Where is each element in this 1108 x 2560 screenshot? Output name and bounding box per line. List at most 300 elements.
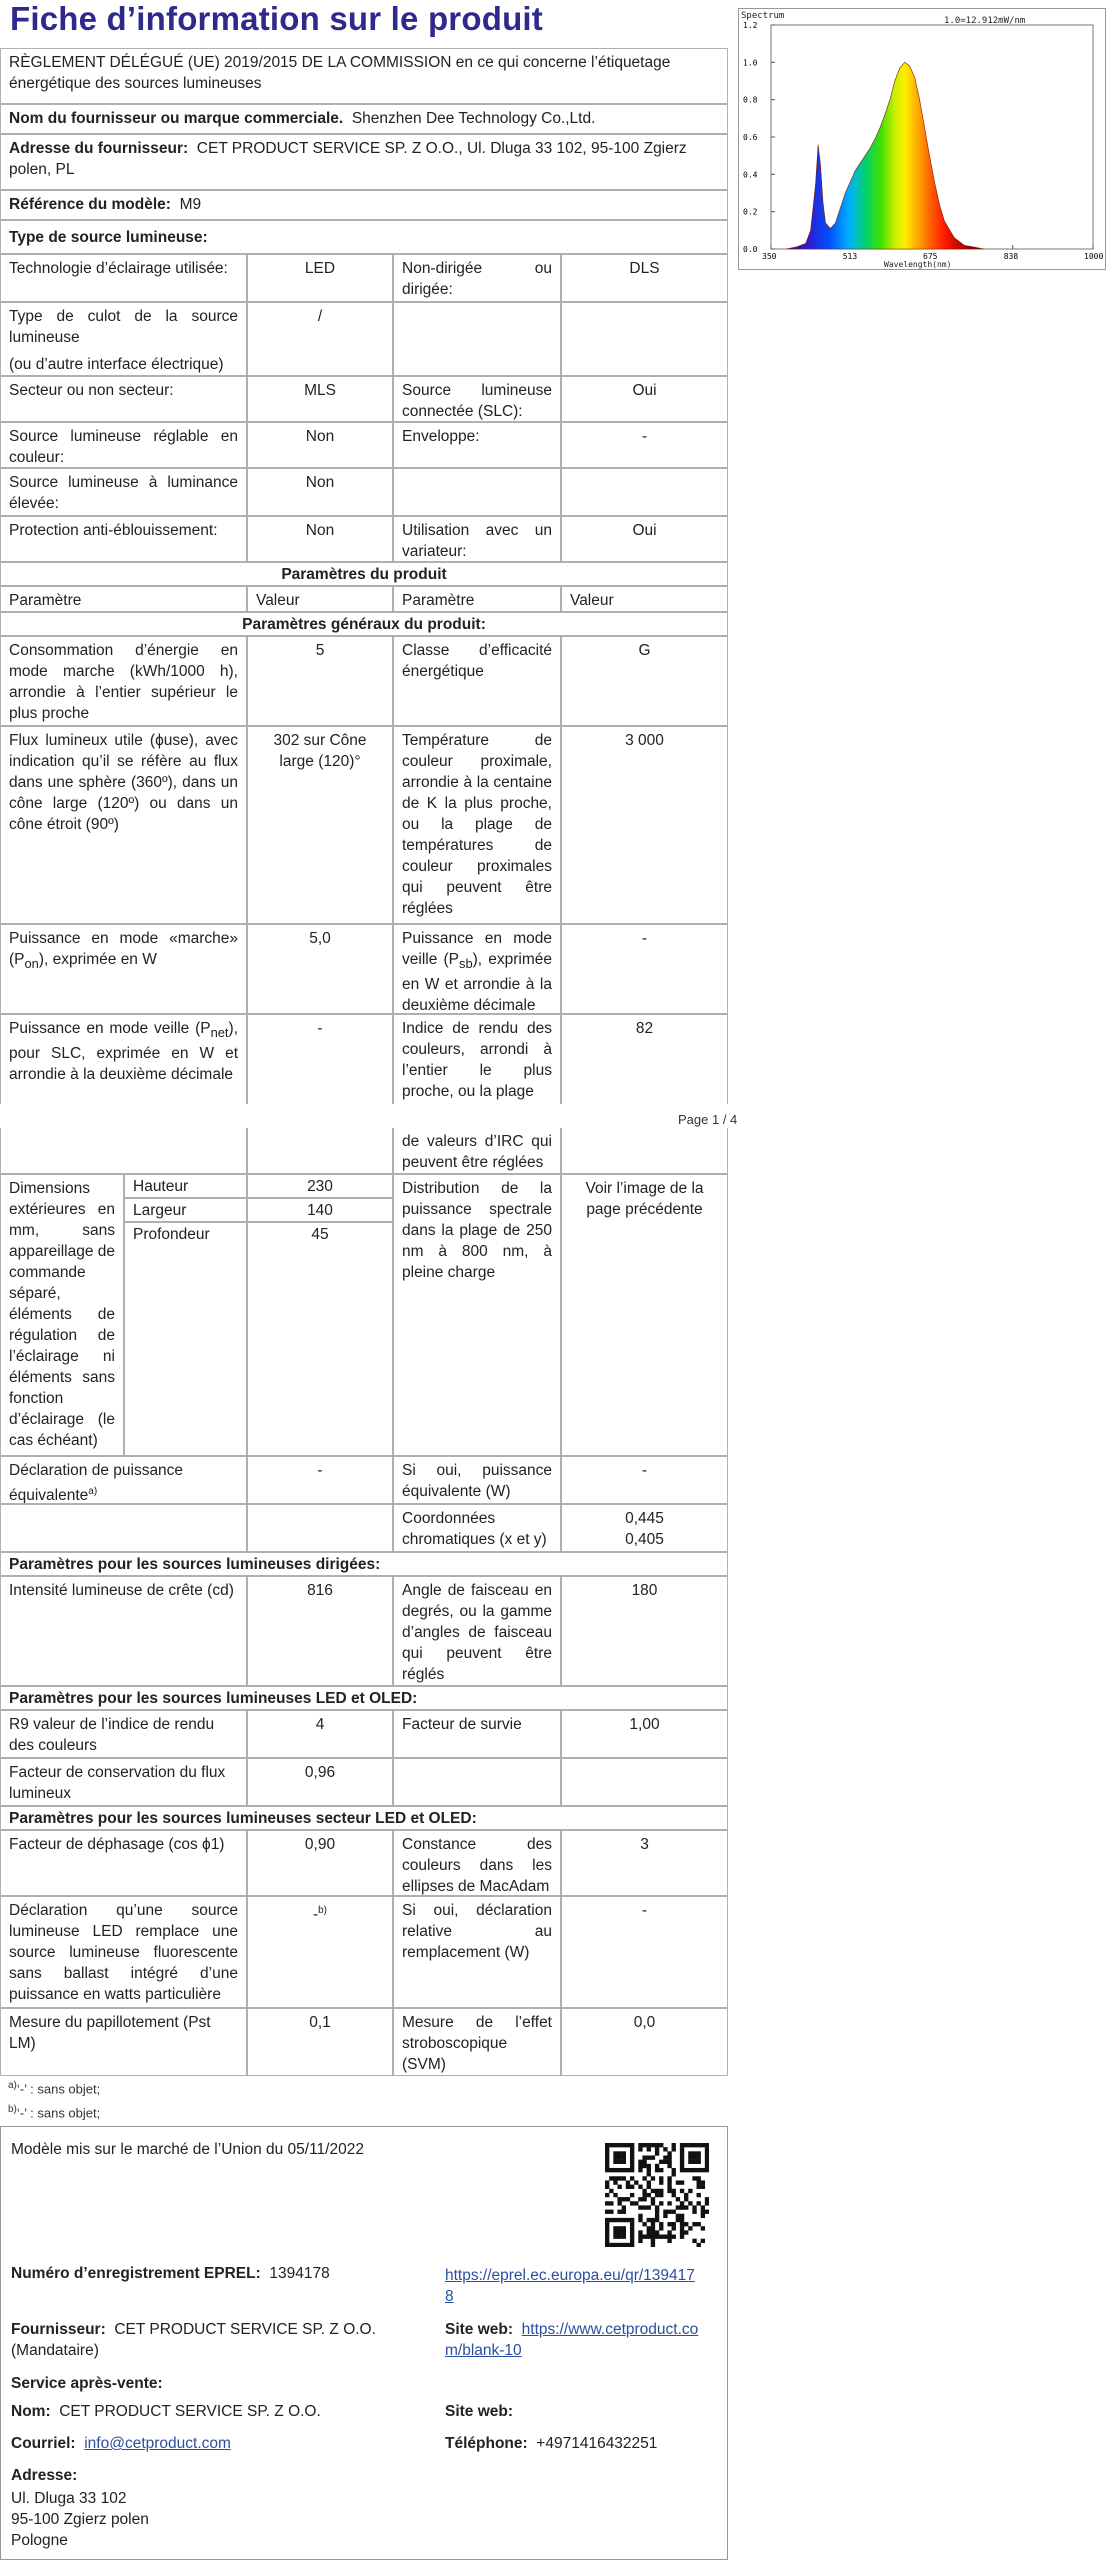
address-line-3: Pologne xyxy=(11,2532,68,2549)
qr-module xyxy=(655,2210,659,2214)
qr-module xyxy=(630,2185,634,2189)
qr-module xyxy=(651,2143,655,2147)
replacement-label: Déclaration qu’une source lumineuse LED remplace une source lumineuse fluorescente sans ballast intégré d’une puissance en watts particulière xyxy=(0,1896,247,2008)
qr-module xyxy=(626,2197,630,2201)
qr-module xyxy=(688,2168,692,2172)
qr-module xyxy=(642,2155,646,2159)
qr-module xyxy=(659,2180,663,2184)
source-row-5-label xyxy=(0,516,247,562)
luminous-flux-label: Flux lumineux utile (ϕuse), avec indication qu’il se réfère au flux dans une sphère (360º), dans un cône large (120º) ou dans un cône étroit (90º) xyxy=(0,726,247,924)
qr-module xyxy=(667,2164,671,2168)
cont-empty-2 xyxy=(247,1128,393,1174)
qr-module xyxy=(630,2230,634,2234)
qr-module xyxy=(705,2210,709,2214)
r9-label: R9 valeur de l’indice de rendu des couleurs xyxy=(0,1710,247,1758)
qr-module xyxy=(622,2155,626,2159)
aftersales-name-label: Nom: xyxy=(11,2403,51,2420)
qr-module xyxy=(622,2160,626,2164)
qr-module xyxy=(688,2189,692,2193)
qr-module xyxy=(605,2201,609,2205)
qr-module xyxy=(642,2189,646,2193)
qr-module xyxy=(622,2243,626,2247)
qr-module xyxy=(697,2176,701,2180)
qr-module xyxy=(613,2218,617,2222)
qr-module xyxy=(647,2235,651,2239)
qr-module xyxy=(622,2218,626,2222)
phase-factor-value: 0,90 xyxy=(247,1830,393,1896)
qr-module xyxy=(692,2151,696,2155)
qr-module xyxy=(667,2176,671,2180)
source-row-1-value-text: / xyxy=(317,308,323,325)
qr-module xyxy=(684,2143,688,2147)
qr-module xyxy=(605,2143,609,2147)
aftersales-heading: Service après-vente: xyxy=(11,2375,163,2392)
source-row-5-value xyxy=(247,516,393,562)
networked-standby-value: - xyxy=(247,1014,393,1104)
qr-module xyxy=(622,2205,626,2209)
qr-module xyxy=(647,2164,651,2168)
qr-module xyxy=(630,2164,634,2168)
qr-module xyxy=(617,2185,621,2189)
source-row-5-value-2 xyxy=(561,516,728,562)
qr-module xyxy=(651,2239,655,2243)
survival-value: 1,00 xyxy=(561,1710,728,1758)
qr-module xyxy=(692,2176,696,2180)
qr-module xyxy=(613,2180,617,2184)
standby-power-label xyxy=(393,924,561,1014)
col-header-value-2: Valeur xyxy=(561,586,728,612)
standby-power-value: - xyxy=(561,924,728,1014)
cri-value: 82 xyxy=(561,1014,728,1104)
source-row-1-label-2 xyxy=(393,302,561,376)
source-row-4-label xyxy=(0,468,247,516)
cri-label-continued: de valeurs d’IRC qui peuvent être réglées xyxy=(393,1128,561,1174)
qr-module xyxy=(659,2226,663,2230)
qr-module xyxy=(638,2239,642,2243)
qr-module xyxy=(672,2235,676,2239)
source-row-3-label-2 xyxy=(393,422,561,468)
qr-module xyxy=(672,2193,676,2197)
qr-module xyxy=(617,2230,621,2234)
qr-module xyxy=(613,2151,617,2155)
qr-module xyxy=(617,2155,621,2159)
qr-module xyxy=(684,2222,688,2226)
eprel-label: Numéro d’enregistrement EPREL: xyxy=(11,2265,261,2282)
chroma-y-value: 0,405 xyxy=(625,1531,664,1548)
cont-empty-1 xyxy=(0,1128,247,1174)
model-value: M9 xyxy=(179,196,202,213)
qr-module xyxy=(630,2176,634,2180)
qr-module xyxy=(605,2222,609,2226)
cont-empty-3 xyxy=(561,1128,728,1174)
qr-module xyxy=(651,2155,655,2159)
x-tick-label: 513 xyxy=(842,252,858,261)
qr-module xyxy=(622,2210,626,2214)
general-params-heading: Paramètres généraux du produit: xyxy=(0,612,728,636)
qr-module xyxy=(630,2143,634,2147)
led-heading: Paramètres pour les sources lumineuses LED et OLED: xyxy=(0,1686,728,1710)
qr-module xyxy=(680,2235,684,2239)
qr-module xyxy=(701,2180,705,2184)
directed-heading: Paramètres pour les sources lumineuses dirigées: xyxy=(0,1552,728,1576)
qr-module xyxy=(676,2205,680,2209)
qr-module xyxy=(605,2230,609,2234)
qr-module xyxy=(659,2193,663,2197)
qr-module xyxy=(655,2193,659,2197)
qr-module xyxy=(609,2243,613,2247)
y-tick-label: 1.2 xyxy=(743,21,758,30)
qr-module xyxy=(626,2243,630,2247)
efficiency-class-value: G xyxy=(561,636,728,726)
equiv-power-text: Déclaration de puissance équivalente xyxy=(9,1462,184,1504)
y-tick-label: 0.0 xyxy=(743,245,758,254)
qr-module xyxy=(617,2143,621,2147)
replacement-watt-value: - xyxy=(561,1896,728,2008)
qr-module xyxy=(672,2172,676,2176)
qr-module xyxy=(688,2160,692,2164)
qr-module xyxy=(680,2164,684,2168)
regulation-label: RÈGLEMENT DÉLÉGUÉ (UE) 2019/2015 DE LA COMMISSION en ce qui concerne l’étiquetage énergétique des sources lumineuses xyxy=(9,54,671,92)
qr-module xyxy=(697,2201,701,2205)
qr-module xyxy=(672,2210,676,2214)
qr-module xyxy=(655,2189,659,2193)
qr-module xyxy=(613,2168,617,2172)
qr-module xyxy=(638,2164,642,2168)
dimensions-label: Dimensions extérieures en mm, sans appareillage de commande séparé, éléments de régulation de l’éclairage ni éléments sans fonction d’éclairage (le cas échéant) xyxy=(0,1174,124,1456)
footnote-a-mark: a) xyxy=(8,2080,17,2091)
qr-module xyxy=(692,2239,696,2243)
qr-module xyxy=(638,2160,642,2164)
qr-module xyxy=(605,2218,609,2222)
qr-module xyxy=(605,2210,609,2214)
x-tick-label: 1000 xyxy=(1084,252,1104,261)
qr-module xyxy=(613,2226,617,2230)
qr-module xyxy=(634,2180,638,2184)
qr-module xyxy=(642,2160,646,2164)
spectrum-chart-frame xyxy=(738,8,1106,270)
efficiency-class-label: Classe d’efficacité énergétique xyxy=(393,636,561,726)
qr-module xyxy=(680,2222,684,2226)
qr-module xyxy=(697,2180,701,2184)
qr-module xyxy=(617,2235,621,2239)
qr-module xyxy=(659,2235,663,2239)
aftersales-address-label: Adresse: xyxy=(11,2467,78,2484)
aftersales-mail-row xyxy=(11,2435,231,2453)
qr-module xyxy=(697,2168,701,2172)
qr-module xyxy=(697,2222,701,2226)
source-row-1-value-2 xyxy=(561,302,728,376)
replacement-sup: b) xyxy=(318,1905,328,1916)
qr-module xyxy=(647,2168,651,2172)
source-row-2-label-text: Secteur ou non secteur: xyxy=(9,382,174,399)
qr-module xyxy=(697,2185,701,2189)
source-row-4-value-2 xyxy=(561,468,728,516)
source-row-3-value xyxy=(247,422,393,468)
qr-module xyxy=(663,2160,667,2164)
qr-module xyxy=(680,2151,684,2155)
qr-module xyxy=(680,2218,684,2222)
qr-module xyxy=(609,2143,613,2147)
qr-module xyxy=(705,2197,709,2201)
qr-module xyxy=(651,2197,655,2201)
source-row-3-label-2-text: Enveloppe: xyxy=(402,428,480,445)
source-row-1-value xyxy=(247,302,393,376)
qr-module xyxy=(651,2226,655,2230)
aftersales-mail-link[interactable]: info@cetproduct.com xyxy=(84,2435,231,2452)
qr-module xyxy=(609,2201,613,2205)
qr-module xyxy=(701,2226,705,2230)
aftersales-phone-row xyxy=(445,2435,657,2453)
qr-module xyxy=(667,2201,671,2205)
qr-module xyxy=(676,2180,680,2184)
chroma-empty-2 xyxy=(247,1504,393,1552)
qr-module xyxy=(680,2205,684,2209)
aftersales-name-row xyxy=(11,2403,321,2421)
qr-module xyxy=(647,2147,651,2151)
qr-module xyxy=(684,2193,688,2197)
qr-module xyxy=(667,2180,671,2184)
source-row-3-value-2-text: - xyxy=(641,428,648,445)
macadam-label: Constance des couleurs dans les ellipses de MacAdam xyxy=(393,1830,561,1896)
dim-width-value: 140 xyxy=(247,1198,393,1222)
source-row-1-label xyxy=(0,302,247,376)
qr-module xyxy=(609,2218,613,2222)
footnote-a xyxy=(8,2080,100,2096)
macadam-value: 3 xyxy=(561,1830,728,1896)
qr-module xyxy=(705,2147,709,2151)
qr-module xyxy=(680,2226,684,2230)
qr-module xyxy=(655,2164,659,2168)
eprel-row xyxy=(11,2265,330,2283)
source-row-2-label-2-text: Source lumineuse connectée (SLC): xyxy=(402,382,552,420)
source-row-5-label-2-text: Utilisation avec un variateur: xyxy=(402,522,552,560)
aftersales-mail-label: Courriel: xyxy=(11,2435,76,2452)
phase-factor-label: Facteur de déphasage (cos ϕ1) xyxy=(0,1830,247,1896)
source-row-5-value-2-text: Oui xyxy=(632,522,657,539)
source-row-3-value-2 xyxy=(561,422,728,468)
qr-module xyxy=(667,2151,671,2155)
qr-module xyxy=(630,2239,634,2243)
on-mode-power-value: 5,0 xyxy=(247,924,393,1014)
address-line-2: 95-100 Zgierz polen xyxy=(11,2511,149,2528)
qr-module xyxy=(617,2197,621,2201)
qr-module xyxy=(705,2164,709,2168)
qr-module xyxy=(642,2235,646,2239)
qr-module xyxy=(688,2143,692,2147)
source-row-5-label-2 xyxy=(393,516,561,562)
qr-module xyxy=(684,2197,688,2201)
y-tick-label: 0.6 xyxy=(743,133,758,142)
page-title: Fiche d’information sur le produit xyxy=(10,0,543,37)
x-tick-label: 350 xyxy=(762,252,777,261)
qr-module xyxy=(659,2168,663,2172)
qr-module xyxy=(697,2160,701,2164)
color-temperature-value: 3 000 xyxy=(561,726,728,924)
chart-title: Spectrum xyxy=(741,11,785,21)
qr-module xyxy=(655,2218,659,2222)
on-mode-power-text: Puissance en mode «marche» (P xyxy=(9,930,238,968)
qr-module xyxy=(638,2214,642,2218)
y-tick-label: 0.2 xyxy=(743,207,758,217)
qr-module xyxy=(638,2230,642,2234)
qr-module xyxy=(605,2180,609,2184)
qr-module xyxy=(605,2185,609,2189)
qr-module xyxy=(613,2235,617,2239)
x-tick-label: 838 xyxy=(1003,252,1019,261)
qr-module xyxy=(701,2168,705,2172)
qr-module xyxy=(605,2243,609,2247)
footnote-b-mark: b) xyxy=(8,2104,17,2115)
qr-module xyxy=(613,2243,617,2247)
qr-module xyxy=(609,2189,613,2193)
equiv-power-value: - xyxy=(247,1456,393,1504)
source-row-0-label-2 xyxy=(393,254,561,302)
qr-module xyxy=(647,2155,651,2159)
qr-module xyxy=(688,2226,692,2230)
qr-module xyxy=(680,2230,684,2234)
qr-module xyxy=(667,2155,671,2159)
qr-module xyxy=(697,2193,701,2197)
qr-module xyxy=(684,2205,688,2209)
qr-module xyxy=(630,2222,634,2226)
y-tick-label: 0.4 xyxy=(743,170,758,180)
qr-module xyxy=(655,2214,659,2218)
qr-module xyxy=(663,2147,667,2151)
source-row-2-label xyxy=(0,376,247,422)
qr-module xyxy=(655,2205,659,2209)
qr-module xyxy=(647,2218,651,2222)
qr-module xyxy=(626,2143,630,2147)
supplier-address-row xyxy=(0,134,728,190)
source-row-0-value-text: LED xyxy=(304,260,336,277)
source-row-4-label-text: Source lumineuse à luminance élevée: xyxy=(9,474,238,512)
market-date-text: Modèle mis sur le marché de l’Union du 05/11/2022 xyxy=(11,2141,364,2158)
qr-module xyxy=(680,2180,684,2184)
qr-module xyxy=(626,2218,630,2222)
qr-module xyxy=(609,2168,613,2172)
qr-module xyxy=(617,2243,621,2247)
on-mode-power-text-end: ), exprimée en W xyxy=(38,951,157,968)
qr-module xyxy=(613,2143,617,2147)
qr-module xyxy=(667,2185,671,2189)
qr-module xyxy=(613,2230,617,2234)
dim-width-label: Largeur xyxy=(124,1198,247,1222)
col-header-value-1: Valeur xyxy=(247,586,393,612)
flux-maintenance-label: Facteur de conservation du flux lumineux xyxy=(0,1758,247,1806)
qr-module xyxy=(651,2201,655,2205)
spectrum-series-area xyxy=(786,62,984,249)
replacement-value xyxy=(247,1896,393,2008)
qr-module xyxy=(630,2193,634,2197)
chroma-value xyxy=(561,1504,728,1552)
qr-module xyxy=(630,2160,634,2164)
qr-module xyxy=(697,2143,701,2147)
qr-module xyxy=(701,2185,705,2189)
qr-module xyxy=(647,2172,651,2176)
qr-code[interactable] xyxy=(605,2143,709,2247)
luminous-flux-value: 302 sur Cône large (120)° xyxy=(247,726,393,924)
qr-module xyxy=(692,2222,696,2226)
qr-module xyxy=(705,2151,709,2155)
qr-module xyxy=(630,2155,634,2159)
source-row-2-value-text: MLS xyxy=(304,382,336,399)
model-label: Référence du modèle: xyxy=(9,196,171,213)
aftersales-phone-value: +4971416432251 xyxy=(536,2435,658,2452)
qr-module xyxy=(605,2226,609,2230)
survival-label: Facteur de survie xyxy=(393,1710,561,1758)
qr-module xyxy=(626,2180,630,2184)
qr-module xyxy=(659,2143,663,2147)
qr-module xyxy=(605,2147,609,2151)
source-row-0-label-text: Technologie d’éclairage utilisée: xyxy=(9,260,228,277)
footnote-b-text: ‘-’ : sans objet; xyxy=(16,2105,101,2121)
qr-module xyxy=(672,2143,676,2147)
aftersales-address xyxy=(11,2488,149,2551)
website-link[interactable]: https://www.cetproduct.com/blank-10 xyxy=(445,2321,699,2359)
qr-module xyxy=(622,2235,626,2239)
qr-module xyxy=(647,2205,651,2209)
qr-module xyxy=(659,2222,663,2226)
qr-module xyxy=(630,2235,634,2239)
cri-label: Indice de rendu des couleurs, arrondi à l’entier le plus proche, ou la plage xyxy=(393,1014,561,1104)
qr-module xyxy=(605,2155,609,2159)
networked-standby-text-end: ), pour SLC, exprimée en W et arrondie à la deuxième décimale xyxy=(9,1020,238,1084)
spectrum-chart xyxy=(739,9,1105,269)
dim-depth-value: 45 xyxy=(247,1222,393,1456)
energy-consumption-label: Consommation d’énergie en mode marche (kWh/1000 h), arrondie à l’entier supérieur le plus proche xyxy=(0,636,247,726)
model-row xyxy=(0,190,728,220)
qr-module xyxy=(663,2155,667,2159)
flux-empty-1 xyxy=(393,1758,561,1806)
qr-module xyxy=(680,2189,684,2193)
aftersales-site-label: Site web: xyxy=(445,2403,514,2420)
supplier-label: Fournisseur: xyxy=(11,2321,106,2338)
qr-module xyxy=(651,2243,655,2247)
qr-module xyxy=(680,2168,684,2172)
standby-power-text: Puissance en mode veille (P xyxy=(402,930,552,968)
supplier-name-row xyxy=(0,104,728,134)
qr-module xyxy=(701,2143,705,2147)
flicker-label: Mesure du papillotement (Pst LM) xyxy=(0,2008,247,2076)
flicker-value: 0,1 xyxy=(247,2008,393,2076)
qr-module xyxy=(626,2185,630,2189)
qr-module xyxy=(667,2210,671,2214)
qr-module xyxy=(613,2193,617,2197)
source-row-1-label-text: Type de culot de la source lumineuse xyxy=(9,308,238,346)
chroma-x-value: 0,445 xyxy=(625,1510,664,1527)
qr-module xyxy=(697,2151,701,2155)
qr-module xyxy=(622,2176,626,2180)
qr-module xyxy=(651,2176,655,2180)
qr-module xyxy=(630,2201,634,2205)
qr-module xyxy=(705,2160,709,2164)
qr-module xyxy=(617,2201,621,2205)
qr-module xyxy=(622,2143,626,2147)
r9-value: 4 xyxy=(247,1710,393,1758)
networked-standby-sub: net xyxy=(210,1025,229,1041)
qr-module xyxy=(605,2160,609,2164)
chroma-label: Coordonnées chromatiques (x et y) xyxy=(393,1504,561,1552)
supplier-name-label: Nom du fournisseur ou marque commerciale. xyxy=(9,110,344,127)
qr-module xyxy=(688,2151,692,2155)
qr-module xyxy=(705,2168,709,2172)
source-row-3-value-text: Non xyxy=(305,428,335,445)
qr-module xyxy=(667,2160,671,2164)
qr-module xyxy=(630,2226,634,2230)
supplier-address-value: CET PRODUCT SERVICE SP. Z O.O., Ul. Dluga 33 102, 95-100 Zgierz polen, PL xyxy=(9,140,687,178)
qr-module xyxy=(647,2180,651,2184)
eprel-link[interactable]: https://eprel.ec.europa.eu/qr/1394178 xyxy=(445,2267,695,2305)
